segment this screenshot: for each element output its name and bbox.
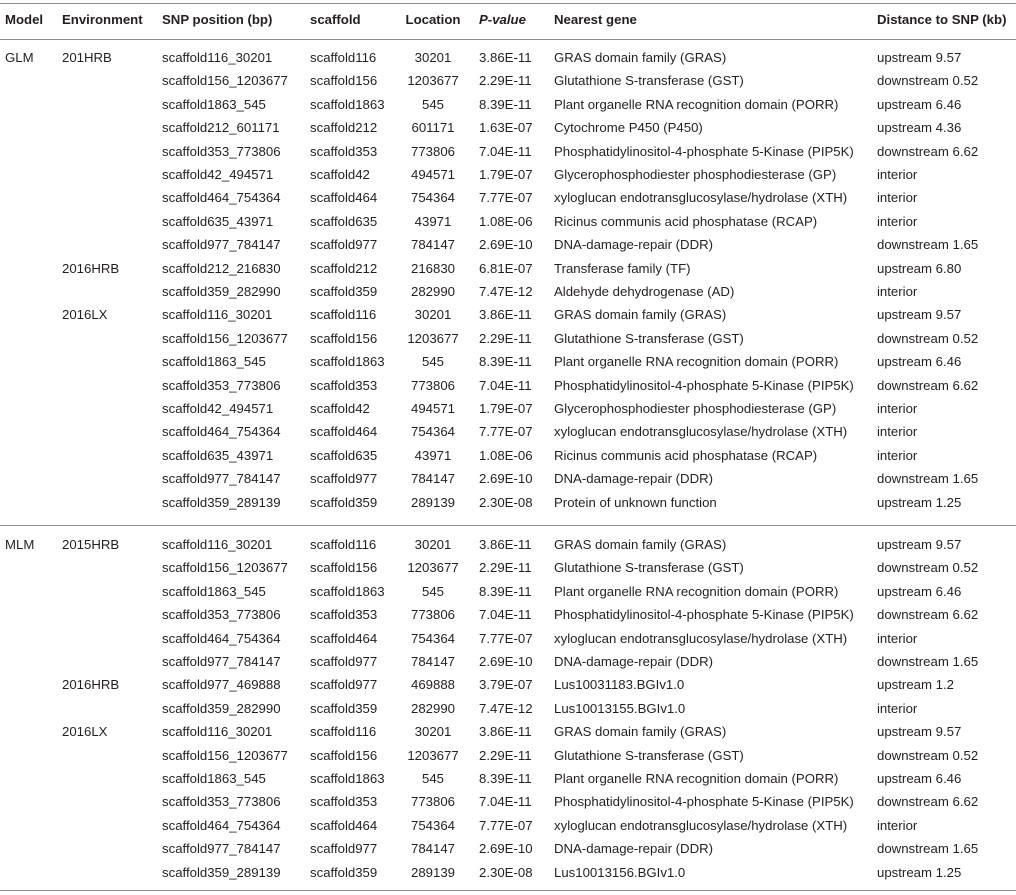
cell-scaffold: scaffold359 xyxy=(310,284,378,299)
header-scaffold: scaffold xyxy=(310,12,361,27)
cell-location: 1203677 xyxy=(407,560,459,576)
table-row xyxy=(0,861,1016,884)
cell-snp-position: scaffold156_1203677 xyxy=(162,747,288,763)
cell-nearest-gene: DNA-damage-repair (DDR) xyxy=(554,841,714,857)
table-row xyxy=(0,257,1016,280)
cell-scaffold: scaffold116 xyxy=(310,537,377,552)
cell-snp-position: scaffold359_289139 xyxy=(162,864,281,880)
cell-location: 601171 xyxy=(411,120,455,136)
cell-location: 784147 xyxy=(410,471,455,487)
table-row xyxy=(0,650,1016,673)
cell-location: 282990 xyxy=(410,284,455,299)
cell-snp-position: scaffold116_30201 xyxy=(162,307,273,323)
cell-pvalue: 2.69E-10 xyxy=(479,654,533,669)
cell-scaffold: scaffold359 xyxy=(310,494,378,510)
cell-scaffold: scaffold212 xyxy=(310,260,378,276)
cell-snp-position: scaffold353_773806 xyxy=(162,607,281,623)
cell-distance: downstream 6.62 xyxy=(877,143,979,159)
cell-scaffold: scaffold353 xyxy=(310,143,378,159)
cell-snp-position: scaffold635_43971 xyxy=(162,213,274,229)
cell-nearest-gene: GRAS domain family (GRAS) xyxy=(554,50,727,65)
cell-nearest-gene: Lus10013156.BGIv1.0 xyxy=(554,864,686,880)
cell-location: 773806 xyxy=(410,377,455,393)
cell-nearest-gene: Aldehyde dehydrogenase (AD) xyxy=(554,284,735,299)
cell-snp-position: scaffold156_1203677 xyxy=(162,330,288,346)
cell-distance: interior xyxy=(877,817,918,833)
cell-snp-position: scaffold359_289139 xyxy=(162,494,281,510)
cell-nearest-gene: GRAS domain family (GRAS) xyxy=(554,724,727,740)
cell-scaffold: scaffold1863 xyxy=(310,771,385,786)
table-row xyxy=(0,790,1016,813)
table-row xyxy=(0,46,1016,69)
cell-distance: downstream 1.65 xyxy=(877,654,979,669)
cell-snp-position: scaffold1863_545 xyxy=(162,583,266,599)
cell-snp-position: scaffold977_469888 xyxy=(162,677,281,693)
cell-pvalue: 3.86E-11 xyxy=(479,537,532,552)
cell-distance: upstream 6.46 xyxy=(877,354,962,370)
cell-distance: downstream 6.62 xyxy=(877,794,979,810)
cell-distance: upstream 6.46 xyxy=(877,771,962,786)
cell-nearest-gene: Phosphatidylinositol-4-phosphate 5-Kinase (PIP5K) xyxy=(554,794,854,810)
cell-pvalue: 8.39E-11 xyxy=(479,771,532,786)
cell-distance: downstream 1.65 xyxy=(877,237,979,253)
cell-distance: downstream 0.52 xyxy=(877,73,979,89)
cell-pvalue: 1.08E-06 xyxy=(479,213,533,229)
cell-distance: upstream 6.46 xyxy=(877,583,962,599)
table-row xyxy=(0,837,1016,860)
cell-pvalue: 7.47E-12 xyxy=(479,700,533,716)
cell-scaffold: scaffold116 xyxy=(310,724,377,740)
cell-scaffold: scaffold212 xyxy=(310,120,378,136)
cell-nearest-gene: Glycerophosphodiester phosphodiesterase (GP) xyxy=(554,167,837,182)
table-row xyxy=(0,556,1016,579)
cell-nearest-gene: Lus10031183.BGIv1.0 xyxy=(554,677,685,693)
cell-scaffold: scaffold156 xyxy=(310,560,378,576)
cell-pvalue: 2.30E-08 xyxy=(479,494,533,510)
cell-distance: interior xyxy=(877,284,918,299)
cell-nearest-gene: Plant organelle RNA recognition domain (PORR) xyxy=(554,96,839,112)
cell-snp-position: scaffold42_494571 xyxy=(162,167,274,182)
cell-distance: upstream 1.2 xyxy=(877,677,954,693)
cell-pvalue: 1.08E-06 xyxy=(479,447,533,463)
cell-distance: upstream 9.57 xyxy=(877,50,962,65)
cell-scaffold: scaffold977 xyxy=(310,677,378,693)
cell-distance: downstream 1.65 xyxy=(877,471,979,487)
cell-location: 754364 xyxy=(410,424,455,440)
cell-nearest-gene: DNA-damage-repair (DDR) xyxy=(554,471,714,487)
table-row xyxy=(0,491,1016,514)
cell-location: 30201 xyxy=(414,50,452,65)
cell-snp-position: scaffold977_784147 xyxy=(162,237,281,253)
cell-snp-position: scaffold212_216830 xyxy=(162,260,281,276)
cell-snp-position: scaffold1863_545 xyxy=(162,354,266,370)
table-row xyxy=(0,467,1016,490)
cell-scaffold: scaffold156 xyxy=(310,73,378,89)
cell-distance: upstream 9.57 xyxy=(877,307,962,323)
cell-nearest-gene: Glutathione S-transferase (GST) xyxy=(554,747,744,763)
cell-nearest-gene: xyloglucan endotransglucosylase/hydrolase (XTH) xyxy=(554,630,848,646)
cell-location: 216830 xyxy=(410,260,455,276)
cell-pvalue: 2.29E-11 xyxy=(479,560,532,576)
cell-model: MLM xyxy=(5,537,35,552)
cell-pvalue: 7.77E-07 xyxy=(479,817,533,833)
cell-pvalue: 7.04E-11 xyxy=(479,794,532,810)
cell-scaffold: scaffold977 xyxy=(310,237,378,253)
cell-location: 773806 xyxy=(410,143,455,159)
cell-scaffold: scaffold635 xyxy=(310,213,378,229)
cell-pvalue: 8.39E-11 xyxy=(479,354,532,370)
cell-nearest-gene: Transferase family (TF) xyxy=(554,260,691,276)
header-location: Location xyxy=(405,12,461,27)
cell-pvalue: 2.29E-11 xyxy=(479,747,532,763)
cell-location: 494571 xyxy=(410,401,455,416)
cell-nearest-gene: Glutathione S-transferase (GST) xyxy=(554,560,744,576)
bottom-rule xyxy=(0,890,1016,891)
cell-nearest-gene: Lus10013155.BGIv1.0 xyxy=(554,700,686,716)
cell-distance: downstream 0.52 xyxy=(877,330,979,346)
cell-nearest-gene: Plant organelle RNA recognition domain (PORR) xyxy=(554,583,839,599)
table-row xyxy=(0,140,1016,163)
table-row xyxy=(0,580,1016,603)
table-row xyxy=(0,374,1016,397)
cell-snp-position: scaffold464_754364 xyxy=(162,817,281,833)
cell-location: 784147 xyxy=(410,237,455,253)
table-row xyxy=(0,210,1016,233)
cell-distance: interior xyxy=(877,167,918,182)
cell-location: 773806 xyxy=(410,607,455,623)
cell-scaffold: scaffold464 xyxy=(310,190,378,206)
cell-pvalue: 1.63E-07 xyxy=(479,120,533,136)
cell-location: 773806 xyxy=(410,794,455,810)
cell-distance: upstream 9.57 xyxy=(877,537,962,552)
cell-pvalue: 2.29E-11 xyxy=(479,330,532,346)
cell-scaffold: scaffold977 xyxy=(310,471,378,487)
cell-nearest-gene: GRAS domain family (GRAS) xyxy=(554,307,727,323)
header-rule xyxy=(0,39,1016,40)
cell-location: 754364 xyxy=(410,190,455,206)
cell-nearest-gene: DNA-damage-repair (DDR) xyxy=(554,237,714,253)
table-row xyxy=(0,673,1016,696)
table-row xyxy=(0,69,1016,92)
cell-snp-position: scaffold359_282990 xyxy=(162,700,281,716)
cell-distance: interior xyxy=(877,630,918,646)
cell-location: 754364 xyxy=(410,817,455,833)
cell-location: 494571 xyxy=(410,167,455,182)
header-pvalue: P-value xyxy=(479,12,526,27)
cell-nearest-gene: Phosphatidylinositol-4-phosphate 5-Kinase (PIP5K) xyxy=(554,607,854,623)
cell-snp-position: scaffold359_282990 xyxy=(162,284,281,299)
cell-location: 1203677 xyxy=(407,330,459,346)
cell-snp-position: scaffold1863_545 xyxy=(162,771,266,786)
cell-location: 30201 xyxy=(414,307,452,323)
cell-scaffold: scaffold156 xyxy=(310,747,378,763)
cell-location: 289139 xyxy=(410,494,455,510)
cell-snp-position: scaffold116_30201 xyxy=(162,50,273,65)
cell-distance: upstream 9.57 xyxy=(877,724,962,740)
cell-location: 30201 xyxy=(414,724,452,740)
table-row xyxy=(0,420,1016,443)
cell-scaffold: scaffold42 xyxy=(310,167,370,182)
cell-scaffold: scaffold359 xyxy=(310,700,378,716)
table-row xyxy=(0,697,1016,720)
cell-environment: 2016HRB xyxy=(62,260,120,276)
cell-pvalue: 7.77E-07 xyxy=(479,424,533,440)
cell-scaffold: scaffold635 xyxy=(310,447,378,463)
cell-snp-position: scaffold353_773806 xyxy=(162,377,281,393)
cell-snp-position: scaffold977_784147 xyxy=(162,471,281,487)
cell-environment: 2015HRB xyxy=(62,537,120,552)
cell-pvalue: 3.79E-07 xyxy=(479,677,533,693)
cell-distance: downstream 0.52 xyxy=(877,560,979,576)
cell-snp-position: scaffold464_754364 xyxy=(162,424,281,440)
cell-nearest-gene: Ricinus communis acid phosphatase (RCAP) xyxy=(554,447,818,463)
cell-pvalue: 7.77E-07 xyxy=(479,630,533,646)
cell-location: 784147 xyxy=(410,841,455,857)
cell-scaffold: scaffold1863 xyxy=(310,583,385,599)
cell-location: 545 xyxy=(421,96,444,112)
table-row xyxy=(0,814,1016,837)
cell-nearest-gene: Plant organelle RNA recognition domain (PORR) xyxy=(554,354,839,370)
cell-environment: 201HRB xyxy=(62,50,112,65)
table-row xyxy=(0,93,1016,116)
cell-pvalue: 3.86E-11 xyxy=(479,307,532,323)
cell-distance: interior xyxy=(877,447,918,463)
cell-location: 43971 xyxy=(414,447,452,463)
cell-distance: upstream 4.36 xyxy=(877,120,962,136)
cell-distance: downstream 1.65 xyxy=(877,841,979,857)
cell-distance: downstream 0.52 xyxy=(877,747,979,763)
cell-location: 43971 xyxy=(414,213,452,229)
cell-snp-position: scaffold42_494571 xyxy=(162,401,274,416)
cell-location: 545 xyxy=(421,771,444,786)
cell-scaffold: scaffold116 xyxy=(310,307,377,323)
cell-location: 784147 xyxy=(410,654,455,669)
cell-scaffold: scaffold464 xyxy=(310,817,378,833)
table-row xyxy=(0,603,1016,626)
section-rule xyxy=(0,525,1016,526)
cell-environment: 2016HRB xyxy=(62,677,120,693)
cell-distance: upstream 6.80 xyxy=(877,260,962,276)
cell-scaffold: scaffold1863 xyxy=(310,354,385,370)
cell-nearest-gene: Plant organelle RNA recognition domain (PORR) xyxy=(554,771,839,786)
table-row xyxy=(0,767,1016,790)
cell-location: 30201 xyxy=(414,537,452,552)
cell-location: 469888 xyxy=(410,677,455,693)
cell-scaffold: scaffold42 xyxy=(310,401,370,416)
cell-distance: interior xyxy=(877,401,918,416)
cell-pvalue: 7.04E-11 xyxy=(479,377,532,393)
cell-location: 545 xyxy=(421,354,444,370)
cell-pvalue: 7.04E-11 xyxy=(479,607,532,623)
cell-nearest-gene: xyloglucan endotransglucosylase/hydrolase (XTH) xyxy=(554,190,848,206)
cell-distance: upstream 1.25 xyxy=(877,494,962,510)
cell-pvalue: 3.86E-11 xyxy=(479,724,532,740)
cell-pvalue: 8.39E-11 xyxy=(479,96,532,112)
cell-pvalue: 2.29E-11 xyxy=(479,73,532,89)
cell-nearest-gene: Ricinus communis acid phosphatase (RCAP) xyxy=(554,213,818,229)
table-row xyxy=(0,350,1016,373)
cell-pvalue: 2.69E-10 xyxy=(479,237,533,253)
table-row xyxy=(0,720,1016,743)
cell-location: 282990 xyxy=(410,700,455,716)
table-row xyxy=(0,233,1016,256)
cell-snp-position: scaffold212_601171 xyxy=(162,120,280,136)
cell-scaffold: scaffold359 xyxy=(310,864,378,880)
cell-pvalue: 7.77E-07 xyxy=(479,190,533,206)
cell-scaffold: scaffold156 xyxy=(310,330,378,346)
cell-pvalue: 1.79E-07 xyxy=(479,167,533,182)
cell-snp-position: scaffold977_784147 xyxy=(162,654,281,669)
cell-distance: upstream 6.46 xyxy=(877,96,962,112)
cell-snp-position: scaffold353_773806 xyxy=(162,794,281,810)
cell-snp-position: scaffold116_30201 xyxy=(162,724,273,740)
cell-location: 545 xyxy=(421,583,444,599)
cell-nearest-gene: Glycerophosphodiester phosphodiesterase (GP) xyxy=(554,401,837,416)
header-environment: Environment xyxy=(62,12,143,27)
cell-distance: downstream 6.62 xyxy=(877,377,979,393)
cell-pvalue: 6.81E-07 xyxy=(479,260,533,276)
cell-scaffold: scaffold1863 xyxy=(310,96,385,112)
cell-distance: interior xyxy=(877,190,918,206)
cell-nearest-gene: xyloglucan endotransglucosylase/hydrolase (XTH) xyxy=(554,424,848,440)
table-row xyxy=(0,280,1016,303)
cell-snp-position: scaffold156_1203677 xyxy=(162,560,288,576)
table-row xyxy=(0,744,1016,767)
cell-nearest-gene: Cytochrome P450 (P450) xyxy=(554,120,703,136)
cell-pvalue: 1.79E-07 xyxy=(479,401,533,416)
cell-snp-position: scaffold977_784147 xyxy=(162,841,281,857)
header-snp-position: SNP position (bp) xyxy=(162,12,273,27)
table-row xyxy=(0,397,1016,420)
cell-nearest-gene: Protein of unknown function xyxy=(554,494,717,510)
table-row xyxy=(0,163,1016,186)
cell-snp-position: scaffold1863_545 xyxy=(162,96,266,112)
cell-location: 754364 xyxy=(410,630,455,646)
table-row xyxy=(0,627,1016,650)
table-row xyxy=(0,533,1016,556)
cell-nearest-gene: Glutathione S-transferase (GST) xyxy=(554,73,744,89)
cell-distance: interior xyxy=(877,424,918,440)
cell-snp-position: scaffold116_30201 xyxy=(162,537,273,552)
cell-scaffold: scaffold353 xyxy=(310,794,378,810)
cell-distance: interior xyxy=(877,213,918,229)
cell-snp-position: scaffold464_754364 xyxy=(162,630,281,646)
cell-pvalue: 2.69E-10 xyxy=(479,471,533,487)
cell-location: 1203677 xyxy=(407,73,459,89)
cell-snp-position: scaffold353_773806 xyxy=(162,143,281,159)
cell-scaffold: scaffold353 xyxy=(310,377,378,393)
table-row xyxy=(0,116,1016,139)
cell-scaffold: scaffold977 xyxy=(310,654,378,669)
cell-scaffold: scaffold353 xyxy=(310,607,378,623)
header-nearest-gene: Nearest gene xyxy=(554,12,637,27)
table-row xyxy=(0,303,1016,326)
cell-snp-position: scaffold635_43971 xyxy=(162,447,274,463)
top-rule xyxy=(0,3,1016,4)
cell-pvalue: 7.47E-12 xyxy=(479,284,533,299)
table-row xyxy=(0,186,1016,209)
cell-scaffold: scaffold977 xyxy=(310,841,378,857)
cell-model: GLM xyxy=(5,50,34,65)
cell-nearest-gene: Phosphatidylinositol-4-phosphate 5-Kinase (PIP5K) xyxy=(554,377,854,393)
cell-pvalue: 2.30E-08 xyxy=(479,864,533,880)
cell-scaffold: scaffold116 xyxy=(310,50,377,65)
cell-location: 1203677 xyxy=(407,747,459,763)
cell-pvalue: 7.04E-11 xyxy=(479,143,532,159)
header-row xyxy=(0,8,1016,31)
cell-distance: downstream 6.62 xyxy=(877,607,979,623)
cell-nearest-gene: GRAS domain family (GRAS) xyxy=(554,537,727,552)
cell-distance: upstream 1.25 xyxy=(877,864,962,880)
cell-pvalue: 3.86E-11 xyxy=(479,50,532,65)
cell-scaffold: scaffold464 xyxy=(310,424,378,440)
cell-nearest-gene: Glutathione S-transferase (GST) xyxy=(554,330,744,346)
cell-nearest-gene: xyloglucan endotransglucosylase/hydrolase (XTH) xyxy=(554,817,848,833)
cell-snp-position: scaffold156_1203677 xyxy=(162,73,288,89)
cell-pvalue: 2.69E-10 xyxy=(479,841,533,857)
cell-nearest-gene: Phosphatidylinositol-4-phosphate 5-Kinase (PIP5K) xyxy=(554,143,854,159)
cell-location: 289139 xyxy=(410,864,455,880)
cell-distance: interior xyxy=(877,700,918,716)
cell-snp-position: scaffold464_754364 xyxy=(162,190,281,206)
cell-nearest-gene: DNA-damage-repair (DDR) xyxy=(554,654,714,669)
header-model: Model xyxy=(5,12,44,27)
cell-pvalue: 8.39E-11 xyxy=(479,583,532,599)
table-row xyxy=(0,327,1016,350)
cell-environment: 2016LX xyxy=(62,307,108,323)
cell-environment: 2016LX xyxy=(62,724,108,740)
table-row xyxy=(0,444,1016,467)
header-distance: Distance to SNP (kb) xyxy=(877,12,1007,27)
cell-scaffold: scaffold464 xyxy=(310,630,378,646)
